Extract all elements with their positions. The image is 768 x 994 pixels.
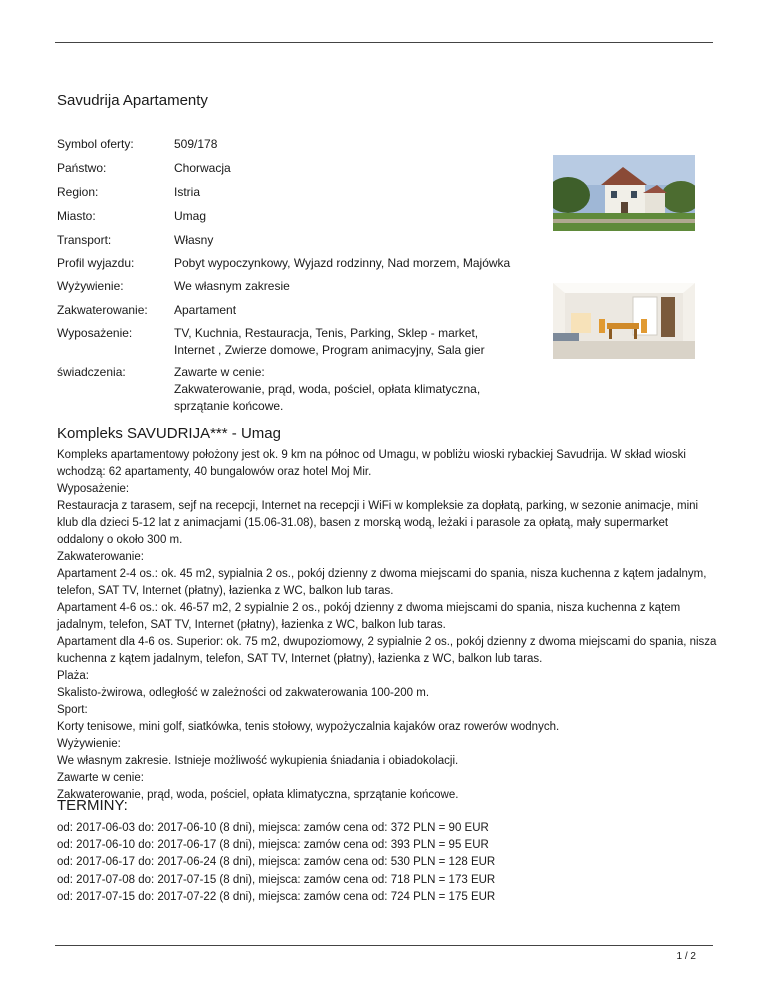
description-paragraph: Sport: — [57, 704, 88, 716]
detail-label: świadczenia: — [57, 365, 126, 379]
detail-row-equipment — [57, 325, 514, 359]
detail-row-services — [57, 364, 514, 415]
detail-row-symbol — [57, 136, 514, 153]
complex-heading: Kompleks SAVUDRIJA*** - Umag — [57, 425, 281, 442]
detail-value: We własnym zakresie — [174, 279, 290, 293]
description-paragraph: Zawarte w cenie: — [57, 772, 144, 784]
detail-value: 509/178 — [174, 137, 218, 151]
detail-value: Zawarte w cenie: Zakwaterowanie, prąd, woda, pościel, opłata klimatyczna, sprzątanie końcowe. — [174, 365, 481, 413]
detail-value: Istria — [174, 185, 201, 199]
detail-row-profile — [57, 255, 554, 272]
bottom-divider — [55, 945, 713, 946]
description-paragraph: Wyżywienie: — [57, 738, 121, 750]
detail-value: TV, Kuchnia, Restauracja, Tenis, Parking, Sklep - market, Internet , Zwierze domowe, Program animacyjny, Sala gier — [174, 326, 485, 357]
detail-value: Umag — [174, 209, 207, 223]
description-paragraph: Apartament dla 4-6 os. Superior: ok. 75 m2, dwupoziomowy, 2 sypialnie 2 os., pokój dzienny z dwoma miejscami do spania, nisza kuchenna z kątem jadalnym, telefon, SAT TV, Internet (płatny), łazienka z WC, balkon lub taras. — [57, 636, 717, 665]
detail-label: Region: — [57, 185, 99, 199]
term-item: od: 2017-06-03 do: 2017-06-10 (8 dni), miejsca: zamów cena od: 372 PLN = 90 EUR — [57, 822, 489, 834]
interior-photo — [553, 283, 695, 359]
description-paragraph: Korty tenisowe, mini golf, siatkówka, tenis stołowy, wypożyczalnia kajaków oraz rowerów wodnych. — [57, 721, 560, 733]
term-item: od: 2017-06-10 do: 2017-06-17 (8 dni), miejsca: zamów cena od: 393 PLN = 95 EUR — [57, 839, 489, 852]
detail-row-region — [57, 184, 514, 201]
detail-row-city — [57, 208, 514, 225]
detail-row-board — [57, 278, 514, 295]
description-paragraph: Plaża: — [57, 670, 89, 682]
house-photo — [553, 155, 695, 231]
detail-row-accommodation — [57, 302, 514, 319]
detail-value: Chorwacja — [174, 161, 231, 175]
detail-label: Miasto: — [57, 209, 96, 223]
description-paragraph: Zakwaterowanie: — [57, 551, 144, 563]
description-paragraph: Apartament 2-4 os.: ok. 45 m2, sypialnia 2 os., pokój dzienny z dwoma miejscami do spania, nisza kuchenna z kątem jadalnym, telefon, SAT TV, Internet (płatny), łazienka z WC, balkon lub taras. — [57, 568, 707, 597]
detail-label: Wyposażenie: — [57, 326, 133, 340]
description-paragraph: We własnym zakresie. Istnieje możliwość wykupienia śniadania i obiadokolacji. — [57, 755, 459, 767]
detail-label: Wyżywienie: — [57, 279, 124, 293]
offer-title: Savudrija Apartamenty — [57, 92, 208, 109]
term-item: od: 2017-06-17 do: 2017-06-24 (8 dni), miejsca: zamów cena od: 530 PLN = 128 EUR — [57, 856, 496, 869]
terms-list — [57, 820, 495, 906]
description-paragraph: Apartament 4-6 os.: ok. 46-57 m2, 2 sypialnie 2 os., pokój dzienny z dwoma miejscami do spania, nisza kuchenna z kątem jadalnym, telefon, SAT TV, Internet (płatny), łazienka z WC, balkon lub taras. — [57, 602, 681, 631]
description-paragraph: Wyposażenie: — [57, 483, 130, 495]
description-paragraph: Restauracja z tarasem, sejf na recepcji, Internet na recepcji i WiFi w kompleksie za dopłatą, parking, w sezonie animacje, mini klub dla dzieci 5-12 lat z animacjami (15.06-31.08), basen z morską wodą, leżaki i parasole za opłatą, mały supermarket oddalony o około 300 m. — [57, 500, 699, 546]
detail-label: Symbol oferty: — [57, 137, 134, 151]
page-number: 1 / 2 — [676, 951, 696, 962]
detail-value: Własny — [174, 233, 214, 247]
detail-label: Zakwaterowanie: — [57, 303, 148, 317]
detail-label: Profil wyjazdu: — [57, 256, 135, 270]
detail-label: Transport: — [57, 233, 112, 247]
term-item: od: 2017-07-08 do: 2017-07-15 (8 dni), miejsca: zamów cena od: 718 PLN = 173 EUR — [57, 873, 496, 886]
detail-row-transport — [57, 232, 514, 249]
top-divider — [55, 42, 713, 43]
description-paragraph: Zakwaterowanie, prąd, woda, pościel, opłata klimatyczna, sprzątanie końcowe. — [57, 789, 459, 801]
description — [57, 447, 717, 804]
detail-value: Apartament — [174, 303, 237, 317]
detail-row-country — [57, 160, 514, 177]
term-item: od: 2017-07-15 do: 2017-07-22 (8 dni), miejsca: zamów cena od: 724 PLN = 175 EUR — [57, 890, 496, 903]
terms-heading: TERMINY: — [57, 797, 128, 814]
detail-value: Pobyt wypoczynkowy, Wyjazd rodzinny, Nad morzem, Majówka — [174, 256, 511, 270]
description-paragraph: Kompleks apartamentowy położony jest ok. 9 km na północ od Umagu, w pobliżu wioski rybackiej Savudrija. W skład wioski wchodzą: 62 apartamenty, 40 bungalowów oraz hotel Moj Mir. — [57, 449, 686, 478]
detail-label: Państwo: — [57, 161, 107, 175]
description-paragraph: Skalisto-żwirowa, odległość w zależności od zakwaterowania 100-200 m. — [57, 687, 430, 699]
